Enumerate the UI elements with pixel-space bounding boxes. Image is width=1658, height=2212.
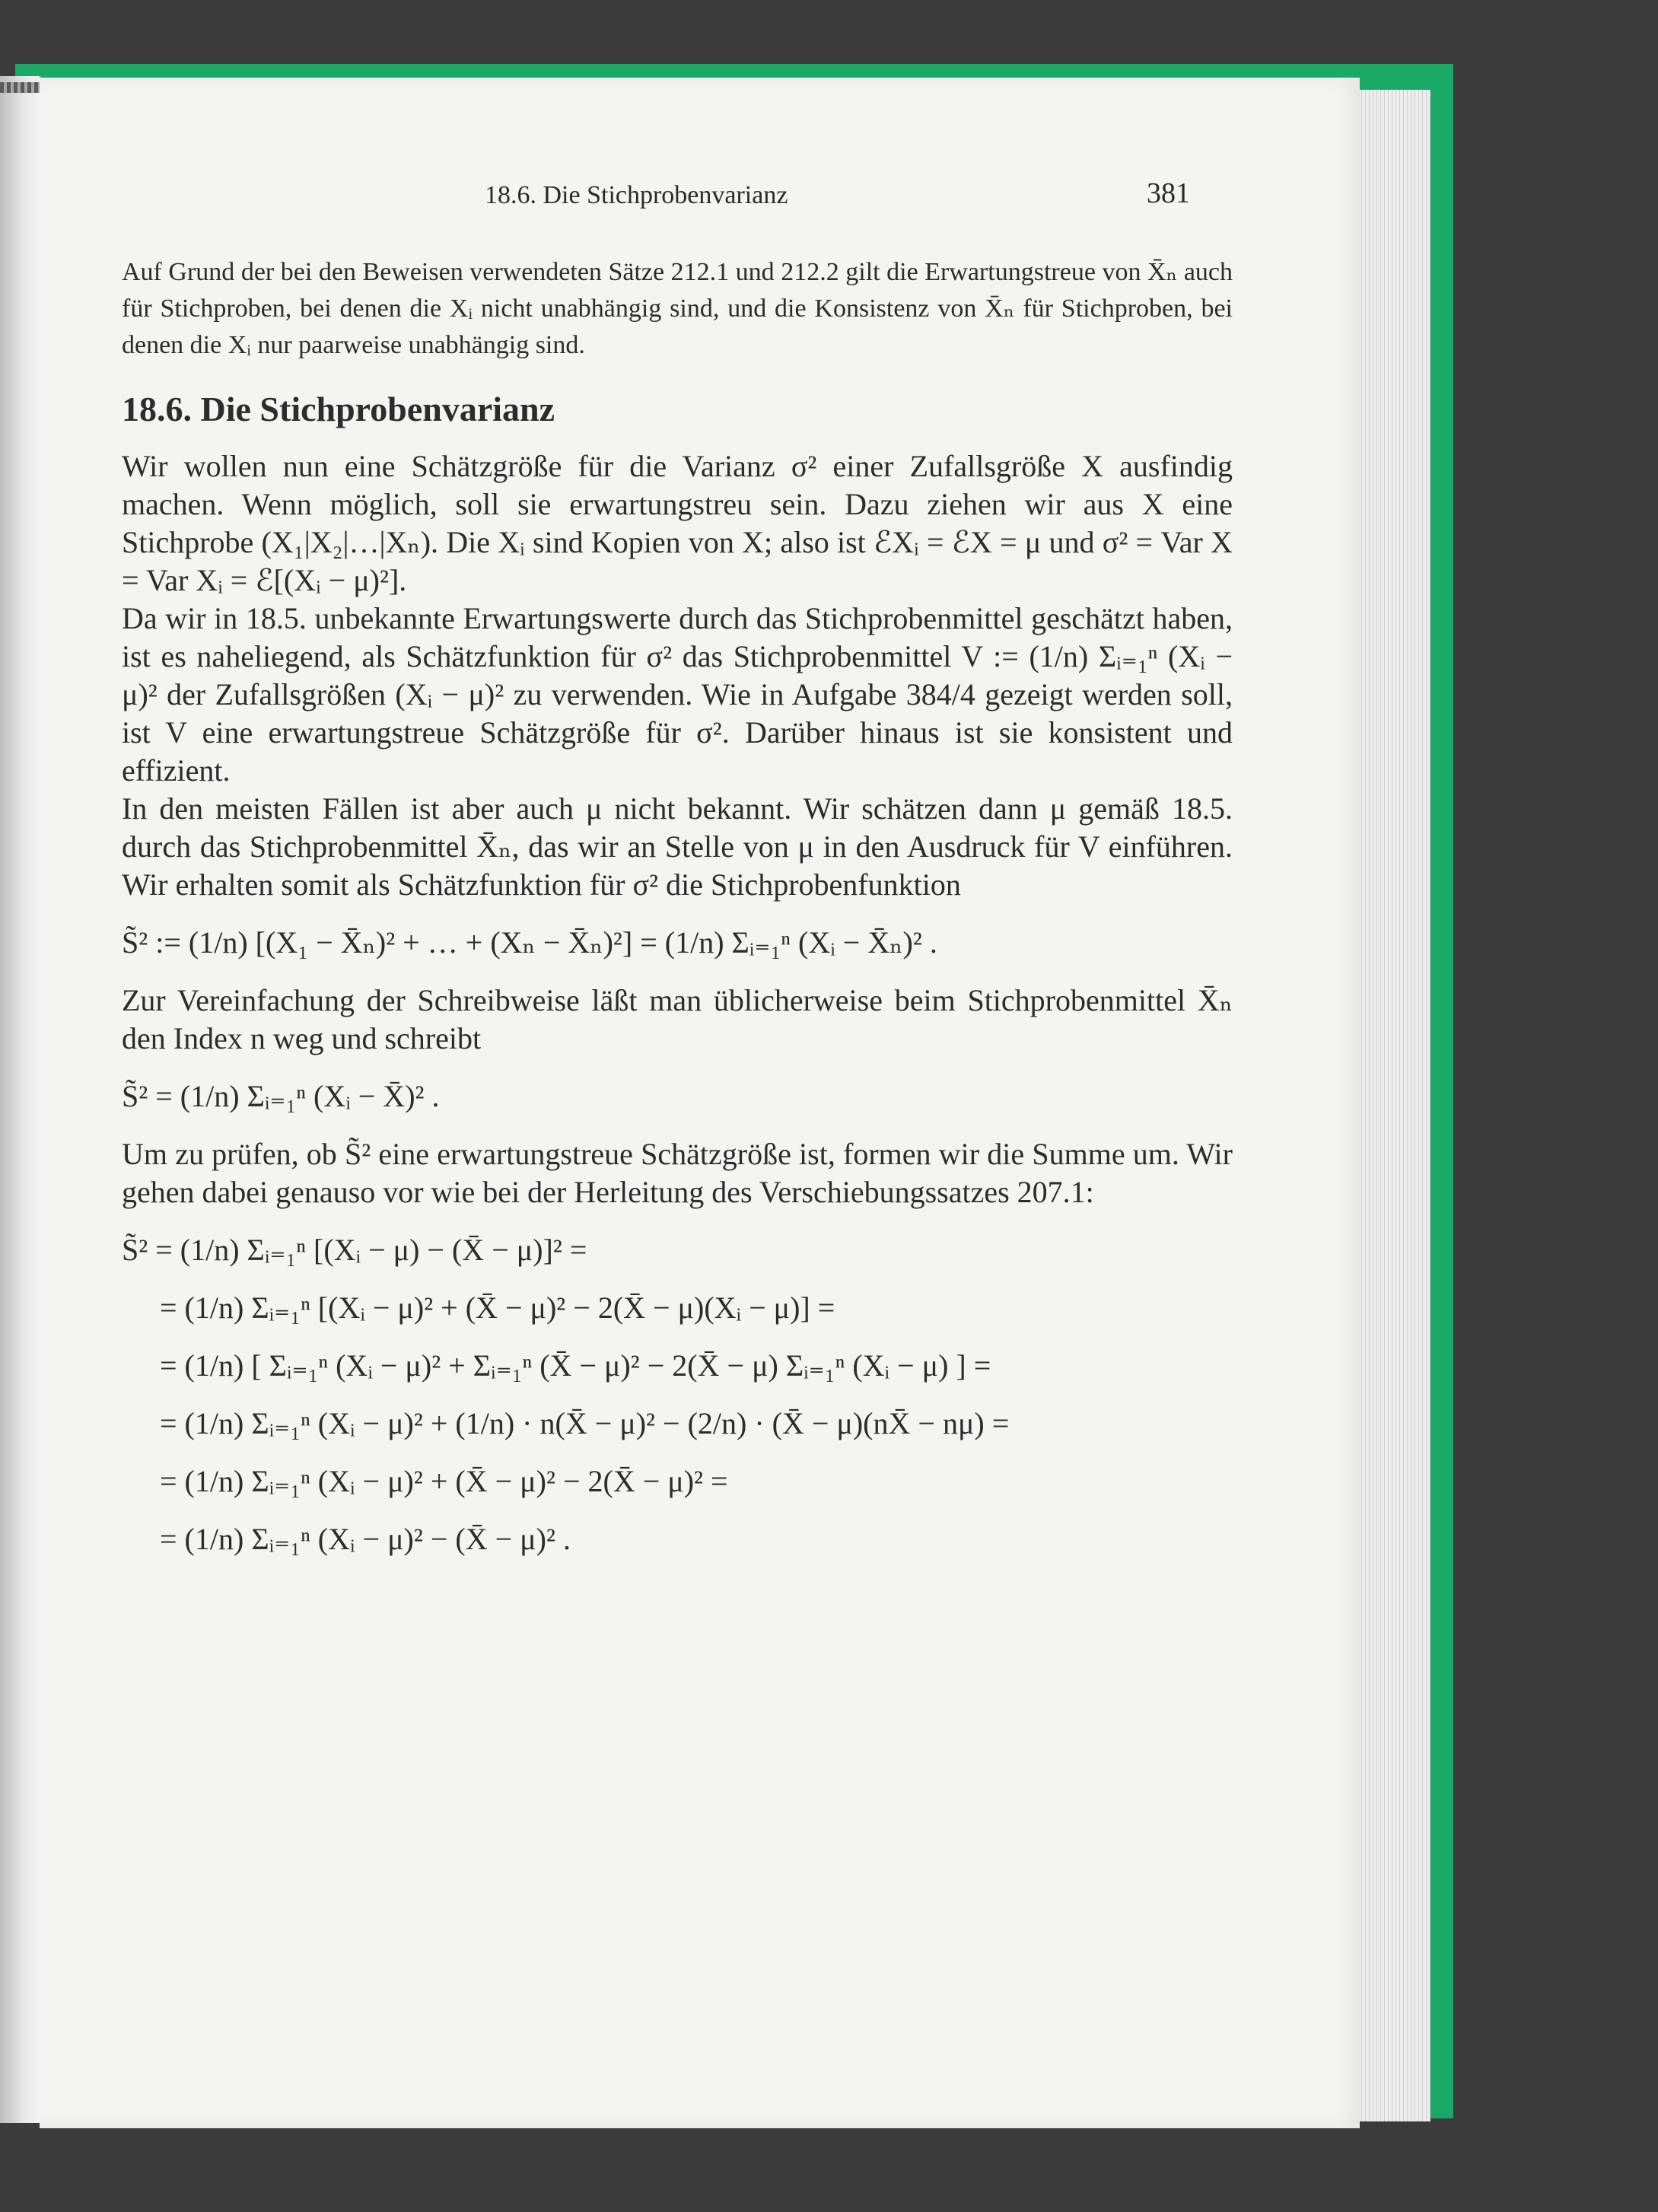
page-number: 381 xyxy=(1147,177,1190,209)
formula-derivation-step-3: = (1/n) [ Σᵢ₌₁ⁿ (Xᵢ − μ)² + Σᵢ₌₁ⁿ (X̄ − μ)² − 2(X̄ − μ) Σᵢ₌₁ⁿ (Xᵢ − μ) ] = xyxy=(160,1348,991,1383)
page-stack-edge xyxy=(1354,90,1430,2121)
intro-paragraph: Auf Grund der bei den Beweisen verwendeten Sätze 212.1 und 212.2 gilt die Erwartungstreue von X̄ₙ auch für Stichproben, bei denen die Xᵢ nicht unabhängig sind, und die Konsistenz von X̄ₙ für Stichproben, bei denen die Xᵢ nur paarweise unabhängig sind. xyxy=(122,258,1233,359)
section-title: 18.6. Die Stichprobenvarianz xyxy=(122,390,555,428)
formula-sample-variance-definition: S̃² := (1/n) [(X₁ − X̄ₙ)² + … + (Xₙ − X̄ₙ)²] = (1/n) Σᵢ₌₁ⁿ (Xᵢ − X̄ₙ)² . xyxy=(122,925,937,960)
formula-derivation-step-4: = (1/n) Σᵢ₌₁ⁿ (Xᵢ − μ)² + (1/n) · n(X̄ − μ)² − (2/n) · (X̄ − μ)(nX̄ − nμ) = xyxy=(160,1406,1010,1440)
paragraph-2: Da wir in 18.5. unbekannte Erwartungswerte durch das Stichprobenmittel geschätzt haben, ist es naheliegend, als Schätzfunktion für σ² das Stichprobenmittel V := (1/n) Σᵢ₌₁ⁿ (Xᵢ − μ)² der Zufallsgrößen (Xᵢ − μ)² zu verwenden. Wie in Aufgabe 384/4 gezeigt werden soll, ist V eine erwartungstreue Schätzgröße für σ². Darüber hinaus ist sie konsistent und effizient. xyxy=(122,601,1233,788)
book-page xyxy=(40,78,1360,2128)
paragraph-3: In den meisten Fällen ist aber auch μ nicht bekannt. Wir schätzen dann μ gemäß 18.5. durch das Stichprobenmittel X̄ₙ, das wir an Stelle von μ in den Ausdruck für V einführen. Wir erhalten somit als Schätzfunktion für σ² die Stichprobenfunktion xyxy=(122,791,1233,902)
page-content xyxy=(122,254,1233,1578)
facing-page-edge xyxy=(0,76,41,2123)
formula-derivation-step-5: = (1/n) Σᵢ₌₁ⁿ (Xᵢ − μ)² + (X̄ − μ)² − 2(X̄ − μ)² = xyxy=(160,1464,728,1498)
paragraph-4: Zur Vereinfachung der Schreibweise läßt man üblicherweise beim Stichprobenmittel X̄ₙ den Index n weg und schreibt xyxy=(122,983,1233,1055)
paragraph-5: Um zu prüfen, ob S̃² eine erwartungstreue Schätzgröße ist, formen wir die Summe um. Wir gehen dabei genauso vor wie bei der Herleitung des Verschiebungssatzes 207.1: xyxy=(122,1137,1233,1209)
formula-sample-variance-short: S̃² = (1/n) Σᵢ₌₁ⁿ (Xᵢ − X̄)² . xyxy=(122,1079,440,1113)
page-header xyxy=(40,175,1360,221)
paragraph-1: Wir wollen nun eine Schätzgröße für die Varianz σ² einer Zufallsgröße X ausfindig machen. Wenn möglich, soll sie erwartungstreu sein. Dazu ziehen wir aus X eine Stichprobe (X₁|X₂|…|Xₙ). Die Xᵢ sind Kopien von X; also ist ℰXᵢ = ℰX = μ und σ² = Var X = Var Xᵢ = ℰ[(Xᵢ − μ)²]. xyxy=(122,449,1233,597)
formula-derivation-step-6: = (1/n) Σᵢ₌₁ⁿ (Xᵢ − μ)² − (X̄ − μ)² . xyxy=(160,1522,571,1556)
running-head: 18.6. Die Stichprobenvarianz xyxy=(485,181,788,209)
formula-derivation-step-2: = (1/n) Σᵢ₌₁ⁿ [(Xᵢ − μ)² + (X̄ − μ)² − 2(X̄ − μ)(Xᵢ − μ)] = xyxy=(160,1291,835,1325)
binding-stitch xyxy=(0,82,46,93)
formula-derivation-step-1: S̃² = (1/n) Σᵢ₌₁ⁿ [(Xᵢ − μ) − (X̄ − μ)]² = xyxy=(122,1233,587,1267)
